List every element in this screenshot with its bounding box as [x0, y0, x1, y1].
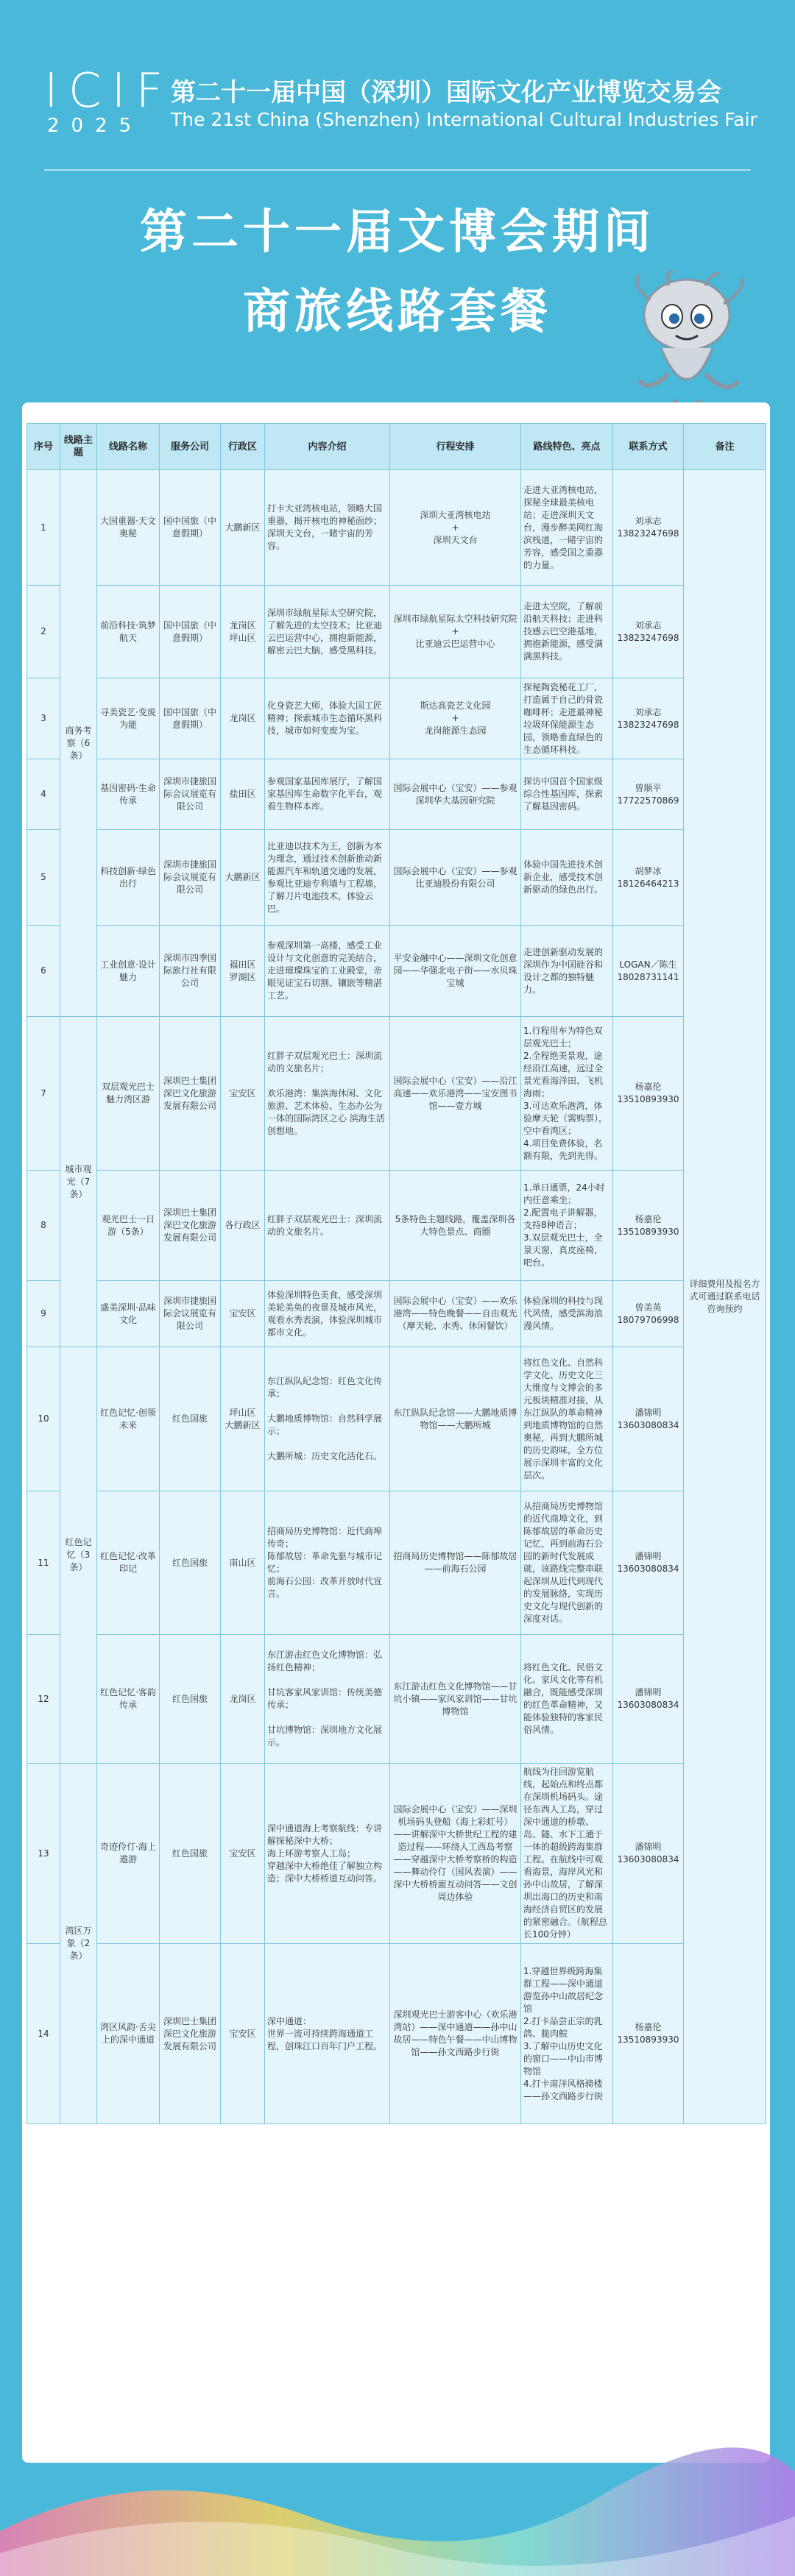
cell-district: 盐田区 — [221, 759, 265, 830]
cell-feature: 探访中国首个国家级综合性基因库，探索了解基因密码。 — [521, 759, 613, 830]
cell-schedule: 东江游击红色文化博物馆——甘坑小镇——家风家训馆——甘坑博物馆 — [390, 1635, 521, 1764]
cell-content: 化身瓷艺大师，体验大国工匠精神；探索城市生态循环黑科技，城市如何变废为宝。 — [265, 678, 390, 759]
cell-schedule: 国际会展中心（宝安）——参观比亚迪股份有限公司 — [390, 830, 521, 926]
table-row — [27, 1017, 766, 1171]
cell-no: 5 — [27, 830, 60, 926]
cell-company: 国中国旅（中意假期） — [160, 470, 221, 586]
cell-feature: 1.单日通票，24小时内任意乘坐； 2.配置电子讲解器，支持8种语言； 3.双层观光巴士，全景天窗，真皮座椅，吧台。 — [521, 1171, 613, 1281]
col-header-theme: 线路主题 — [60, 424, 97, 470]
cell-schedule: 东江纵队纪念馆——大鹏地质博物馆——大鹏所城 — [390, 1347, 521, 1491]
cell-company: 国中国旅（中意假期） — [160, 586, 221, 678]
cell-content: 深中通道： 世界一流可持续跨海通道工程，创珠江口百年门户工程。 — [265, 1944, 390, 2124]
cell-content: 参观国家基因库展厅，了解国家基因库生命数字化平台，观看生物样本库。 — [265, 759, 390, 830]
cell-name: 红色记忆·客韵传承 — [97, 1635, 160, 1764]
cell-contact: 潘锦明 13603080834 — [613, 1347, 684, 1491]
cell-district: 宝安区 — [221, 1281, 265, 1347]
cell-no: 9 — [27, 1281, 60, 1347]
table-row — [27, 1635, 766, 1764]
cell-feature: 将红色文化、民俗文化、家风文化等有机融合，既能感受深圳的红色革命精神，又能体验独特的客家民俗风情。 — [521, 1635, 613, 1764]
cell-district: 龙岗区 坪山区 — [221, 586, 265, 678]
cell-content: 体验深圳特色美食，感受深圳美轮美奂的夜景及城市风光，观看水秀表演，体验深圳城市都市文化。 — [265, 1281, 390, 1347]
footer-ribbon-decoration — [0, 2428, 795, 2576]
logo-text: ICIF — [44, 64, 174, 118]
table-row — [27, 926, 766, 1017]
cell-feature: 1.穿越世界级跨海集群工程——深中通道游览孙中山故居纪念馆 2.打卡品尝正宗的乳鸽、脆肉鲩 3.了解中山历史文化的窗口——中山市博物馆 4.打卡南洋风格骑楼——孙文西路步行街 — [521, 1944, 613, 2124]
col-header-note: 备注 — [684, 424, 766, 470]
cell-schedule: 国际会展中心（宝安）——参观深圳华大基因研究院 — [390, 759, 521, 830]
cell-name: 红色记忆·创领未来 — [97, 1347, 160, 1491]
cell-name: 奇迹伶仃·海上遨游 — [97, 1764, 160, 1944]
cell-name: 观光巴士一日游（5条） — [97, 1171, 160, 1281]
logo-year: 2025 — [47, 115, 144, 137]
cell-feature: 1.行程用车为特色双层观光巴士； 2.全程绝美景观，途经沿江高速，远过全景光看海洋田、飞机海雨； 3.可达欢乐港湾，体验摩天轮（需购票），空中看湾区； 4.项目免费体验，名额有限，先到先得。 — [521, 1017, 613, 1171]
table-row — [27, 1944, 766, 2124]
cell-feature: 将红色文化、自然科学文化、历史文化三大维度与文博会的多元板块精准对接，从东江纵队的革命精神到地质博物馆的自然奥秘，再到大鹏所城的历史韵味，全方位展示深圳丰富的文化层次。 — [521, 1347, 613, 1491]
cell-company: 深圳巴士集团深巴文化旅游发展有限公司 — [160, 1171, 221, 1281]
cell-company: 红色国旅 — [160, 1491, 221, 1635]
cell-schedule: 国际会展中心（宝安）——欢乐港湾——特色晚餐——自由观光（摩天轮、水秀、休闲餐饮） — [390, 1281, 521, 1347]
page-title-line2: 商旅线路套餐 — [243, 285, 552, 339]
cell-content: 东江游击红色文化博物馆：弘扬红色精神； 甘坑客家风家训馆：传统美德传承； 甘坑博物馆：深圳地方文化展示。 — [265, 1635, 390, 1764]
cell-no: 4 — [27, 759, 60, 830]
cell-no: 2 — [27, 586, 60, 678]
icif-logo — [44, 64, 174, 137]
cell-schedule: 深圳市绿航星际太空科技研究院 + 比亚迪云巴运营中心 — [390, 586, 521, 678]
cell-contact: 曾顺平 17722570869 — [613, 759, 684, 830]
cell-no: 13 — [27, 1764, 60, 1944]
table-row — [27, 678, 766, 759]
cell-name: 红色记忆·改革印记 — [97, 1491, 160, 1635]
col-header-district: 行政区 — [221, 424, 265, 470]
cell-district: 南山区 — [221, 1491, 265, 1635]
col-header-feature: 路线特色、亮点 — [521, 424, 613, 470]
fair-name-cn: 第二十一届中国（深圳）国际文化产业博览交易会 — [171, 78, 721, 107]
cell-company: 深圳市捷旅国际会议展览有限公司 — [160, 830, 221, 926]
cell-contact: 杨嘉伦 13510893930 — [613, 1171, 684, 1281]
cell-schedule: 招商局历史博物馆——陈郁故居——前海石公园 — [390, 1491, 521, 1635]
route-table-panel — [22, 402, 770, 2463]
table-row — [27, 759, 766, 830]
cell-contact: 潘锦明 13603080834 — [613, 1764, 684, 1944]
cell-contact: 潘锦明 13603080834 — [613, 1635, 684, 1764]
cell-company: 深圳巴士集团深巴文化旅游发展有限公司 — [160, 1944, 221, 2124]
cell-theme: 商务考察（6条） — [60, 470, 97, 1017]
cell-company: 深圳市捷旅国际会议展览有限公司 — [160, 1281, 221, 1347]
cell-district: 宝安区 — [221, 1017, 265, 1171]
cell-name: 前沿科技·筑梦航天 — [97, 586, 160, 678]
cell-note: 详细费用及报名方式可通过联系电话咨询预约 — [684, 470, 766, 2124]
cell-content: 深中通道海上考察航线：专讲解探秘深中大桥； 海上环游考察人工岛； 穿越深中大桥绝佳了解独立构造；深中大桥桥道互动问答。 — [265, 1764, 390, 1944]
cell-district: 大鹏新区 — [221, 470, 265, 586]
cell-contact: 胡梦冰 18126464213 — [613, 830, 684, 926]
cell-company: 红色国旅 — [160, 1347, 221, 1491]
table-row — [27, 470, 766, 586]
cell-no: 7 — [27, 1017, 60, 1171]
table-row — [27, 1764, 766, 1944]
cell-company: 深圳市捷旅国际会议展览有限公司 — [160, 759, 221, 830]
cell-feature: 体验深圳的科技与现代风情，感受滨海浪漫风情。 — [521, 1281, 613, 1347]
col-header-company: 服务公司 — [160, 424, 221, 470]
cell-feature: 航线为往回游览航线，起始点和终点都在深圳机场码头。途径东西人工岛，穿过深中通道的桥墩、岛、隧、水下工通于一体的超级跨海集群工程。在航线中可观看海景，海岸风光和孙中山故居，了解深圳出海口的历史和南海经济自贸区的发展的紧密融合。（航程总长100分钟） — [521, 1764, 613, 1944]
cell-name: 盛美深圳·品味文化 — [97, 1281, 160, 1347]
cell-district: 福田区 罗湖区 — [221, 926, 265, 1017]
cell-district: 各行政区 — [221, 1171, 265, 1281]
cell-schedule: 5条特色主题线路，覆盖深圳各大特色景点、商圈 — [390, 1171, 521, 1281]
col-header-name: 线路名称 — [97, 424, 160, 470]
cell-schedule: 国际会展中心（宝安）——深圳机场码头登船（海上彩虹号）——讲解深中大桥世纪工程的建造过程——环绕人工西岛考察——穿越深中大桥考察桥的构造——舞动伶仃（国风表演）——深中大桥桥面互动问答——文创周边体验 — [390, 1764, 521, 1944]
cell-contact: 刘承志 13823247698 — [613, 678, 684, 759]
mascot-icon — [617, 271, 757, 418]
cell-content: 深圳市绿航星际太空研究院，了解先进的太空技术；比亚迪云巴运营中心，拥抱新能源，解密云巴大脑，感受黑科技。 — [265, 586, 390, 678]
cell-feature: 走进创新驱动发展的深圳作为中国硅谷和设计之都的独特魅力。 — [521, 926, 613, 1017]
col-header-contact: 联系方式 — [613, 424, 684, 470]
cell-name: 大国重器·天文奥秘 — [97, 470, 160, 586]
cell-contact: 杨嘉伦 13510893930 — [613, 1944, 684, 2124]
cell-contact: 潘锦明 13603080834 — [613, 1491, 684, 1635]
cell-content: 东江纵队纪念馆：红色文化传承； 大鹏地质博物馆：自然科学展示； 大鹏所城：历史文化活化石。 — [265, 1347, 390, 1491]
cell-no: 10 — [27, 1347, 60, 1491]
cell-schedule: 平安金融中心——深圳文化创意园——华强北电子街——水贝珠宝城 — [390, 926, 521, 1017]
cell-district: 坪山区 大鹏新区 — [221, 1347, 265, 1491]
cell-company: 国中国旅（中意假期） — [160, 678, 221, 759]
table-row — [27, 1171, 766, 1281]
cell-no: 8 — [27, 1171, 60, 1281]
cell-name: 双层观光巴士魅力湾区游 — [97, 1017, 160, 1171]
cell-company: 红色国旅 — [160, 1635, 221, 1764]
cell-company: 红色国旅 — [160, 1764, 221, 1944]
cell-feature: 探秘陶瓷秘花工厂，打造属于自己的骨瓷咖啡杯；走进最神秘垃圾环保能源生态园，领略垂直绿色的生态循环科技。 — [521, 678, 613, 759]
table-row — [27, 1281, 766, 1347]
cell-name: 科技创新·绿色出行 — [97, 830, 160, 926]
cell-district: 龙岗区 — [221, 678, 265, 759]
cell-feature: 从招商局历史博物馆的近代商埠文化，到陈郁故居的革命历史记忆，再到前海石公园的新时代发展成就，该路线完整串联起深圳从近代到现代的发展脉络，实现历史文化与现代创新的深度对话。 — [521, 1491, 613, 1635]
cell-schedule: 国际会展中心（宝安）——沿江高速——欢乐港湾——宝安图书馆——壹方城 — [390, 1017, 521, 1171]
route-table — [26, 423, 766, 2124]
cell-district: 宝安区 — [221, 1944, 265, 2124]
cell-feature: 走进大亚湾核电站，探秘全球最美核电站；走进深圳天文台，漫步醉美网红海滨栈道，一睹宇宙的芳容，感受国之重器的力量。 — [521, 470, 613, 586]
col-header-content: 内容介绍 — [265, 424, 390, 470]
table-row — [27, 1491, 766, 1635]
cell-content: 打卡大亚湾核电站，领略大国重器，揭开核电的神秘面纱；深圳天文台，一睹宇宙的芳容。 — [265, 470, 390, 586]
cell-no: 11 — [27, 1491, 60, 1635]
cell-no: 12 — [27, 1635, 60, 1764]
cell-district: 大鹏新区 — [221, 830, 265, 926]
cell-schedule: 斯达高瓷艺文化园 + 龙岗能源生态园 — [390, 678, 521, 759]
cell-contact: LOGAN／陈生 18028731141 — [613, 926, 684, 1017]
table-row — [27, 1347, 766, 1491]
table-row — [27, 830, 766, 926]
cell-schedule: 深圳观光巴士游客中心（欢乐港湾站）——深中通道——孙中山故居——特色午餐——中山博物馆——孙文西路步行街 — [390, 1944, 521, 2124]
cell-content: 招商局历史博物馆：近代商埠传奇； 陈郁故居：革命先驱与城市记忆； 前海石公园：改革开放时代宣言。 — [265, 1491, 390, 1635]
cell-theme: 湾区万象（2条） — [60, 1764, 97, 2124]
cell-company: 深圳巴士集团深巴文化旅游发展有限公司 — [160, 1017, 221, 1171]
col-header-no: 序号 — [27, 424, 60, 470]
cell-feature: 走进太空院，了解前沿航天科技；走进科技感云巴空港基地，拥抱新能源，感受满满黑科技。 — [521, 586, 613, 678]
fair-name-en: The 21st China (Shenzhen) International Cultural Industries Fair — [171, 109, 757, 130]
cell-feature: 体验中国先进技术创新企业，感受技术创新驱动的绿色出行。 — [521, 830, 613, 926]
page-title-line1: 第二十一届文博会期间 — [140, 205, 655, 260]
cell-contact: 杨嘉伦 13510893930 — [613, 1017, 684, 1171]
table-row — [27, 586, 766, 678]
header — [0, 0, 795, 412]
cell-no: 1 — [27, 470, 60, 586]
cell-contact: 曾美英 18079706998 — [613, 1281, 684, 1347]
cell-company: 深圳市四季国际旅行社有限公司 — [160, 926, 221, 1017]
cell-contact: 刘承志 13823247698 — [613, 470, 684, 586]
cell-contact: 刘承志 13823247698 — [613, 586, 684, 678]
table-header-row — [27, 424, 766, 470]
cell-content: 比亚迪以技术为王，创新为本为理念，通过技术创新推动新能源汽车和轨道交通的发展，参观比亚迪专利墙与工程墙，了解刀片电池技术，体验云巴。 — [265, 830, 390, 926]
cell-name: 寻美瓷艺·变废为能 — [97, 678, 160, 759]
cell-district: 宝安区 — [221, 1764, 265, 1944]
cell-district: 龙岗区 — [221, 1635, 265, 1764]
cell-name: 湾区风韵·舌尖上的深中通道 — [97, 1944, 160, 2124]
header-divider — [44, 169, 751, 171]
cell-schedule: 深圳大亚湾核电站 + 深圳天文台 — [390, 470, 521, 586]
cell-no: 14 — [27, 1944, 60, 2124]
cell-name: 工业创意·设计魅力 — [97, 926, 160, 1017]
cell-content: 参观深圳第一高楼，感受工业设计与文化创意的完美结合，走进璀璨珠宝的工业殿堂，亲眼见证宝石切割、镶嵌等精湛工艺。 — [265, 926, 390, 1017]
cell-content: 红胖子双层观光巴士：深圳流动的文旅名片。 — [265, 1171, 390, 1281]
cell-no: 6 — [27, 926, 60, 1017]
cell-no: 3 — [27, 678, 60, 759]
cell-theme: 红色记忆（3条） — [60, 1347, 97, 1764]
cell-name: 基因密码·生命传承 — [97, 759, 160, 830]
cell-theme: 城市观光（7条） — [60, 1017, 97, 1347]
col-header-schedule: 行程安排 — [390, 424, 521, 470]
cell-content: 红胖子双层观光巴士：深圳流动的文旅名片； 欢乐港湾：集滨海休闲、文化旅游、艺术体验、生态办公为一体的国际湾区之心 滨海生活创想地。 — [265, 1017, 390, 1171]
